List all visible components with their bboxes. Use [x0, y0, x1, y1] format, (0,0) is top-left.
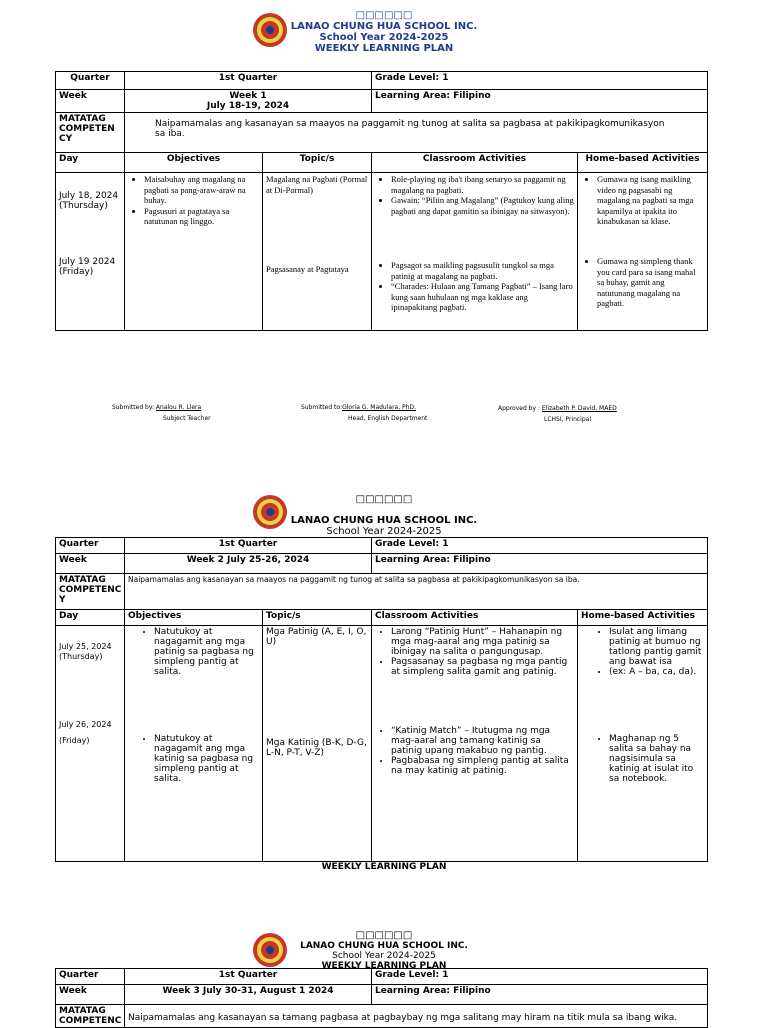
header-objectives: Objectives	[125, 610, 263, 626]
objectives-cell	[125, 173, 263, 331]
topic-2: Mga Katinig (B-K, D-G, L-N, P-T, V-Z)	[266, 738, 367, 758]
competency-text: Naipamamalas ang kasanayan sa maayos na paggamit ng tunog at salita sa pagbasa at pakikipagkomunikasyon sa iba.	[125, 113, 708, 153]
school-seal-logo	[252, 494, 288, 530]
chinese-school-name: □□□□□□	[355, 930, 413, 941]
quarter-label: Quarter	[56, 538, 125, 554]
objectives-cell	[125, 626, 263, 862]
day-1: July 18, 2024 (Thursday)	[59, 191, 119, 211]
competency-text: Naipamamalas ang kasanayan sa tamang pagbasa at pagbaybay ng mga salitang may hiram na titik mula sa ibang wika.	[125, 1005, 708, 1028]
quarter-value: 1st Quarter	[125, 538, 372, 554]
approved-by: Approved by : Elizabeth P. David, MAED	[498, 405, 617, 412]
topics-cell	[263, 173, 372, 331]
header-day: Day	[56, 610, 125, 626]
activity-item: • Pagsasanay sa pagbasa ng mga pantig at simpleng salita gamit ang patinig.	[391, 657, 574, 677]
competency-label: MATATAG COMPETENC	[56, 1005, 125, 1028]
home-activity-item: • Gumawa ng isang maikling video ng pagsasabi ng magalang na pagbati sa mga kapamilya at ipakita ito kinabukasan sa klase.	[597, 174, 704, 227]
quarter-value: 1st Quarter	[125, 72, 372, 90]
learning-area: Learning Area: Filipino	[372, 90, 708, 113]
home-activity-item: • Isulat ang limang patinig at bumuo ng tatlong pantig gamit ang bawat isa	[609, 627, 704, 667]
home-activities-cell	[578, 173, 708, 331]
activity-item: • “Charades: Hulaan ang Tamang Pagbati” – Isang laro kung saan huhulaan ng mga kaklase ang ipinapakitang pagbati.	[391, 281, 574, 313]
day-1: July 25, 2024 (Thursday)	[59, 642, 112, 661]
quarter-label: Quarter	[56, 969, 125, 985]
submitted-to: Submitted to:Gloria G. Madulara, PhD.	[301, 404, 416, 411]
chinese-school-name: □□□□□□	[355, 10, 413, 21]
learning-area: Learning Area: Filipino	[372, 554, 708, 574]
school-year: School Year 2024-2025	[332, 951, 436, 961]
week-value: Week 2 July 25-26, 2024	[125, 554, 372, 574]
week-label: Week	[56, 90, 125, 113]
header-home-activities: Home-based Activities	[578, 153, 708, 173]
school-year: School Year 2024-2025	[319, 32, 449, 43]
plan-title: WEEKLY LEARNING PLAN	[321, 862, 447, 872]
quarter-label: Quarter	[56, 72, 125, 90]
objective-item: • Pagsusuri at pagtataya sa natutunan ng linggo.	[144, 206, 259, 227]
school-seal-logo	[252, 12, 288, 48]
learning-area: Learning Area: Filipino	[372, 985, 708, 1005]
day-2: July 19 2024 (Friday)	[59, 257, 116, 277]
activities-cell	[372, 173, 578, 331]
day-2: July 26, 2024 (Friday)	[59, 720, 112, 745]
topics-cell	[263, 626, 372, 862]
week-label: Week	[56, 985, 125, 1005]
school-name: LANAO CHUNG HUA SCHOOL INC.	[300, 941, 468, 951]
header-classroom-activities: Classroom Activities	[372, 153, 578, 173]
grade-level: Grade Level: 1	[372, 969, 708, 985]
header-topics: Topic/s	[263, 153, 372, 173]
header-classroom-activities: Classroom Activities	[372, 610, 578, 626]
topic-1: Magalang na Pagbati (Pormal at Di-Pormal)	[266, 174, 368, 195]
week-value: Week 3 July 30-31, August 1 2024	[125, 985, 372, 1005]
chinese-school-name: □□□□□□	[355, 494, 413, 505]
approved-by-role: LCHSI, Principal	[544, 416, 592, 423]
home-activity-item: • (ex: A – ba, ca, da).	[609, 667, 704, 677]
activity-item: • Role-playing ng iba't ibang senaryo sa paggamit ng magalang na pagbati.	[391, 174, 574, 195]
activity-item: • “Katinig Match” – Itutugma ng mga mag-aaral ang tamang katinig sa patinig upang makabuo ng pantig.	[391, 726, 574, 756]
objective-item: • Natutukoy at nagagamit ang mga katinig sa pagbasa ng simpleng pantig at salita.	[154, 734, 259, 784]
topic-2: Pagsasanay at Pagtataya	[266, 264, 349, 274]
header-home-activities: Home-based Activities	[578, 610, 708, 626]
competency-label: MATATAG COMPETEN CY	[56, 113, 125, 153]
competency-text: Naipamamalas ang kasanayan sa maayos na paggamit ng tunog at salita sa pagbasa at pakikipagkomunikasyon sa iba.	[125, 574, 708, 610]
submitted-to-role: Head, English Department	[348, 415, 428, 422]
home-activities-cell	[578, 626, 708, 862]
header-objectives: Objectives	[125, 153, 263, 173]
plan-title: WEEKLY LEARNING PLAN	[321, 961, 447, 971]
activity-item: • Gawain: “Piliin ang Magalang” (Pagtukoy kung aling pagbati ang dapat gamitin sa ibinigay na sitwasyon).	[391, 195, 574, 216]
topic-1: Mga Patinig (A, E, I, O, U)	[266, 627, 367, 647]
grade-level: Grade Level: 1	[372, 72, 708, 90]
plan-title: WEEKLY LEARNING PLAN	[314, 43, 454, 54]
school-name: LANAO CHUNG HUA SCHOOL INC.	[290, 21, 478, 32]
school-name: LANAO CHUNG HUA SCHOOL INC.	[290, 515, 478, 526]
week-label: Week	[56, 554, 125, 574]
submitted-by-role: Subject Teacher	[163, 415, 211, 422]
weekly-plan-table-week2	[55, 537, 708, 862]
week-value: Week 1 July 18-19, 2024	[125, 90, 372, 113]
objective-item: • Maisabuhay ang magalang na pagbati sa pang-araw-araw na buhay.	[144, 174, 259, 206]
weekly-plan-table-week3	[55, 968, 708, 1028]
school-seal-logo	[252, 932, 288, 968]
weekly-plan-table-week1	[55, 71, 708, 331]
home-activity-item: • Gumawa ng simpleng thank you card para sa isang mahal sa buhay, gamit ang natutunang magalang na pagbati.	[597, 256, 704, 309]
school-year: School Year 2024-2025	[326, 526, 442, 537]
objective-item: • Natutukoy at nagagamit ang mga patinig sa pagbasa ng simpleng pantig at salita.	[154, 627, 259, 677]
activity-item: • Larong “Patinig Hunt” – Hahanapin ng mga mag-aaral ang mga patinig sa ibinigay na salita o pangungusap.	[391, 627, 574, 657]
quarter-value: 1st Quarter	[125, 969, 372, 985]
header-day: Day	[56, 153, 125, 173]
day-cell	[56, 173, 125, 331]
activities-cell	[372, 626, 578, 862]
activity-item: • Pagbabasa ng simpleng pantig at salita na may katinig at patinig.	[391, 756, 574, 776]
grade-level: Grade Level: 1	[372, 538, 708, 554]
activity-item: • Pagsagot sa maikling pagsusulit tungkol sa mga patinig at magalang na pagbati.	[391, 260, 574, 281]
home-activity-item: • Maghanap ng 5 salita sa bahay na nagsisimula sa katinig at isulat ito sa notebook.	[609, 734, 704, 784]
submitted-by: Submitted by: Analou R. Llera	[112, 404, 202, 411]
competency-label: MATATAG COMPETENC Y	[56, 574, 125, 610]
day-cell	[56, 626, 125, 862]
header-topics: Topic/s	[263, 610, 372, 626]
